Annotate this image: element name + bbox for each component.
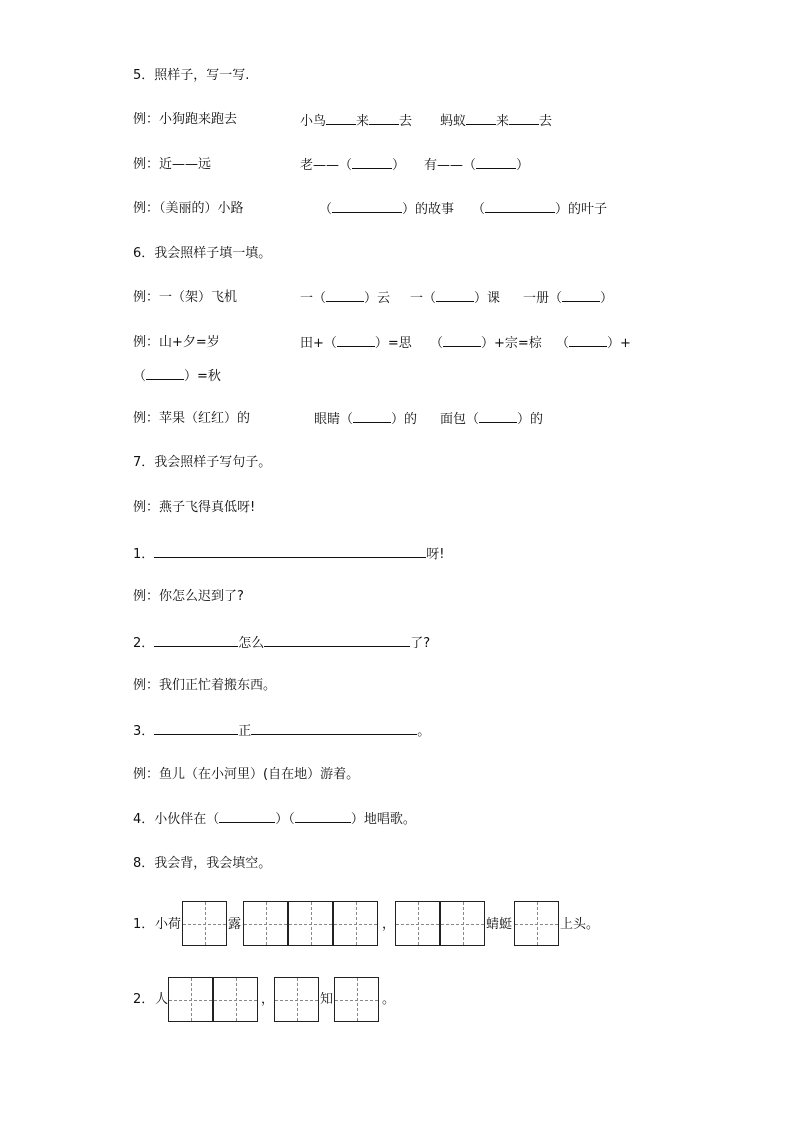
- answer-blank[interactable]: [436, 288, 474, 302]
- q7-sentence-2: 2． 怎么 了?: [133, 632, 430, 652]
- answer-blank[interactable]: [485, 199, 555, 213]
- answer-blank[interactable]: [562, 288, 600, 302]
- q8-line-1-text-a: 小荷: [155, 917, 182, 932]
- answer-blank[interactable]: [326, 110, 356, 125]
- q5-item-1a: 小鸟 来 去: [300, 110, 412, 132]
- q6-example-2: 例：山+夕=岁: [133, 335, 220, 350]
- q6-example-1: 例：一（架）飞机: [133, 290, 238, 305]
- answer-blank[interactable]: [509, 110, 539, 125]
- q8-line-1-text-d: 蜻蜓: [486, 917, 513, 932]
- answer-blank[interactable]: [146, 366, 184, 380]
- q6-item-2c: （ ）+: [556, 333, 631, 354]
- q6-item-2b: （ ）+宗=棕: [430, 333, 542, 354]
- q6-example-3: 例：苹果（红红）的: [133, 411, 251, 426]
- q6-item-3b: 面包（ ）的: [440, 409, 543, 430]
- q6-item-2d: （ ）=秋: [133, 366, 221, 386]
- q8-line-1-text-e: 上头。: [560, 917, 600, 932]
- q7-example-1: 例：燕子飞得真低呀!: [133, 500, 256, 515]
- tian-grid-box[interactable]: [514, 901, 559, 946]
- answer-blank[interactable]: [219, 809, 275, 823]
- answer-blank[interactable]: [264, 632, 410, 647]
- q7-sentence-1: 1． 呀!: [133, 543, 445, 563]
- q8-line-2-text-c: 知: [320, 992, 334, 1007]
- tian-grid-box[interactable]: [288, 901, 333, 946]
- answer-blank[interactable]: [353, 409, 391, 423]
- q7-sentence-4: 4．小伙伴在（ ）（ ）地唱歌。: [133, 809, 416, 829]
- q6-item-1c: 一册（ ）: [523, 288, 613, 309]
- q5-item-3b: （ ）的叶子: [472, 199, 607, 220]
- answer-blank[interactable]: [326, 288, 364, 302]
- answer-blank[interactable]: [332, 199, 402, 213]
- q6-item-1a: 一（ ）云: [300, 288, 390, 309]
- answer-blank[interactable]: [443, 333, 481, 347]
- tian-grid-box[interactable]: [333, 901, 378, 946]
- q8-line-1-num: 1．: [133, 917, 155, 932]
- q8-line-2-text-a: 人: [155, 992, 169, 1007]
- q5-heading: 5．照样子，写一写.: [133, 68, 250, 83]
- answer-blank[interactable]: [479, 409, 517, 423]
- tian-grid-box[interactable]: [243, 901, 288, 946]
- q8-line-1-text-c: ，: [382, 917, 396, 932]
- answer-blank[interactable]: [154, 632, 238, 647]
- tian-grid-box[interactable]: [395, 901, 440, 946]
- q5-item-2b: 有——（ ）: [424, 155, 529, 176]
- answer-blank[interactable]: [154, 720, 238, 735]
- q5-example-2: 例：近——远: [133, 157, 212, 172]
- answer-blank[interactable]: [369, 110, 399, 125]
- answer-blank[interactable]: [337, 333, 375, 347]
- tian-grid-box[interactable]: [213, 977, 258, 1022]
- q8-heading: 8．我会背，我会填空。: [133, 856, 272, 871]
- q7-heading: 7．我会照样子写句子。: [133, 455, 272, 470]
- q8-line-2-text-b: ，: [261, 992, 275, 1007]
- q5-example-3: 例：（美丽的）小路: [133, 201, 244, 216]
- tian-grid-box[interactable]: [274, 977, 319, 1022]
- q7-example-2: 例：你怎么迟到了?: [133, 589, 244, 604]
- tian-grid-box[interactable]: [182, 901, 227, 946]
- tian-grid-box[interactable]: [334, 977, 379, 1022]
- answer-blank[interactable]: [569, 333, 607, 347]
- q6-item-1b: 一（ ）课: [410, 288, 500, 309]
- tian-grid-box[interactable]: [440, 901, 485, 946]
- q8-line-2-text-d: 。: [382, 992, 396, 1007]
- answer-blank[interactable]: [295, 809, 351, 823]
- q6-heading: 6．我会照样子填一填。: [133, 246, 272, 261]
- answer-blank[interactable]: [466, 110, 496, 125]
- q6-item-2a: 田+（ ）=思: [300, 333, 412, 354]
- tian-grid-box[interactable]: [168, 977, 213, 1022]
- q6-item-3a: 眼睛（ ）的: [314, 409, 417, 430]
- q5-item-1b: 蚂蚁 来 去: [440, 110, 552, 132]
- q8-line-2-num: 2．: [133, 992, 155, 1007]
- q5-example-1: 例：小狗跑来跑去: [133, 112, 238, 127]
- q5-item-2a: 老——（ ）: [300, 155, 405, 176]
- answer-blank[interactable]: [476, 155, 516, 169]
- q7-example-3: 例：我们正忙着搬东西。: [133, 678, 277, 693]
- q7-example-4: 例：鱼儿（在小河里）(自在地）游着。: [133, 767, 360, 782]
- q5-item-3a: （ ）的故事: [319, 199, 454, 220]
- q8-line-1-text-b: 露: [228, 917, 242, 932]
- q7-sentence-3: 3． 正 。: [133, 720, 430, 740]
- answer-blank[interactable]: [352, 155, 392, 169]
- answer-blank[interactable]: [154, 543, 426, 558]
- answer-blank[interactable]: [251, 720, 417, 735]
